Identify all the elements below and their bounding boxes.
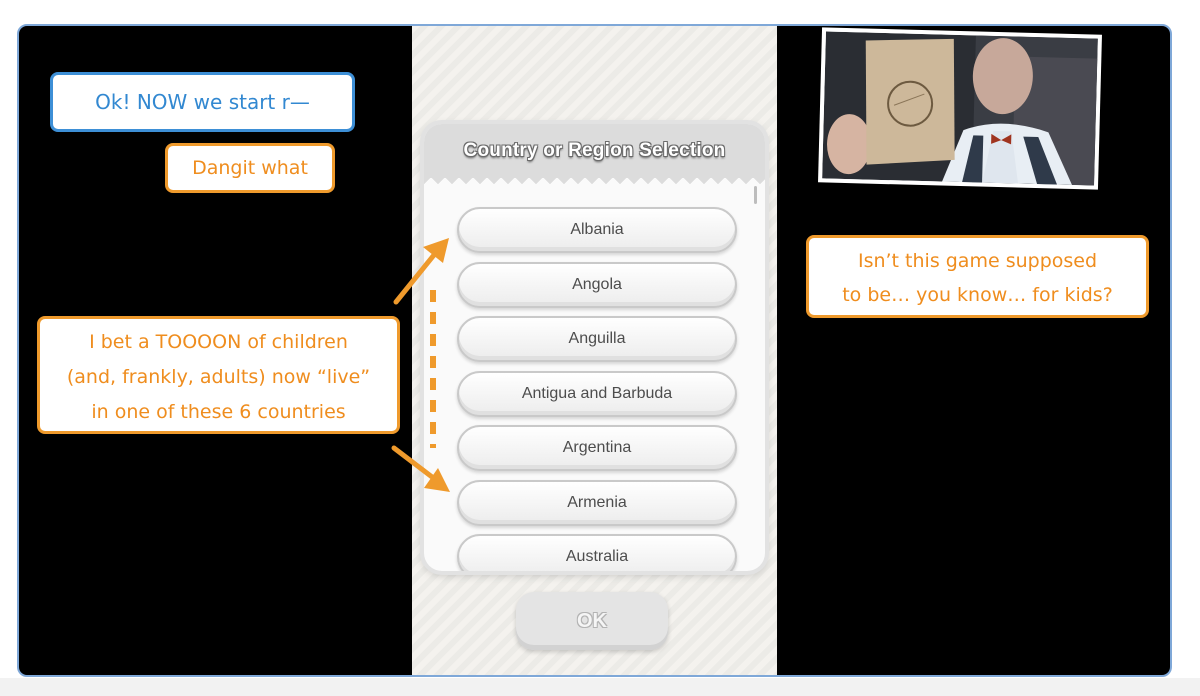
kids-bubble-line-1: Isn’t this game supposed: [857, 250, 1098, 272]
country-option-australia[interactable]: Australia: [457, 534, 737, 571]
children-bubble-line-1: I bet a TOOOON of children: [89, 331, 348, 353]
blue-bubble-text: Ok! NOW we start r—: [95, 90, 310, 114]
dangit-bubble-text: Dangit what: [192, 157, 308, 179]
country-option-antigua-and-barbuda[interactable]: Antigua and Barbuda: [457, 371, 737, 417]
kids-bubble-line-2: to be… you know… for kids?: [842, 284, 1113, 306]
arrow-down-icon: [394, 448, 450, 492]
ok-button[interactable]: OK: [516, 592, 668, 650]
modal-title: Country or Region Selection: [463, 140, 726, 161]
children-bubble-line-2: (and, frankly, adults) now “live”: [66, 366, 371, 388]
country-option-angola[interactable]: Angola: [457, 262, 737, 308]
country-option-anguilla[interactable]: Anguilla: [457, 316, 737, 362]
arrow-up-icon: [396, 238, 449, 302]
country-option-argentina[interactable]: Argentina: [457, 425, 737, 471]
country-option-albania[interactable]: Albania: [457, 207, 737, 253]
country-option-armenia[interactable]: Armenia: [457, 480, 737, 526]
children-bubble-line-3: in one of these 6 countries: [91, 401, 346, 423]
